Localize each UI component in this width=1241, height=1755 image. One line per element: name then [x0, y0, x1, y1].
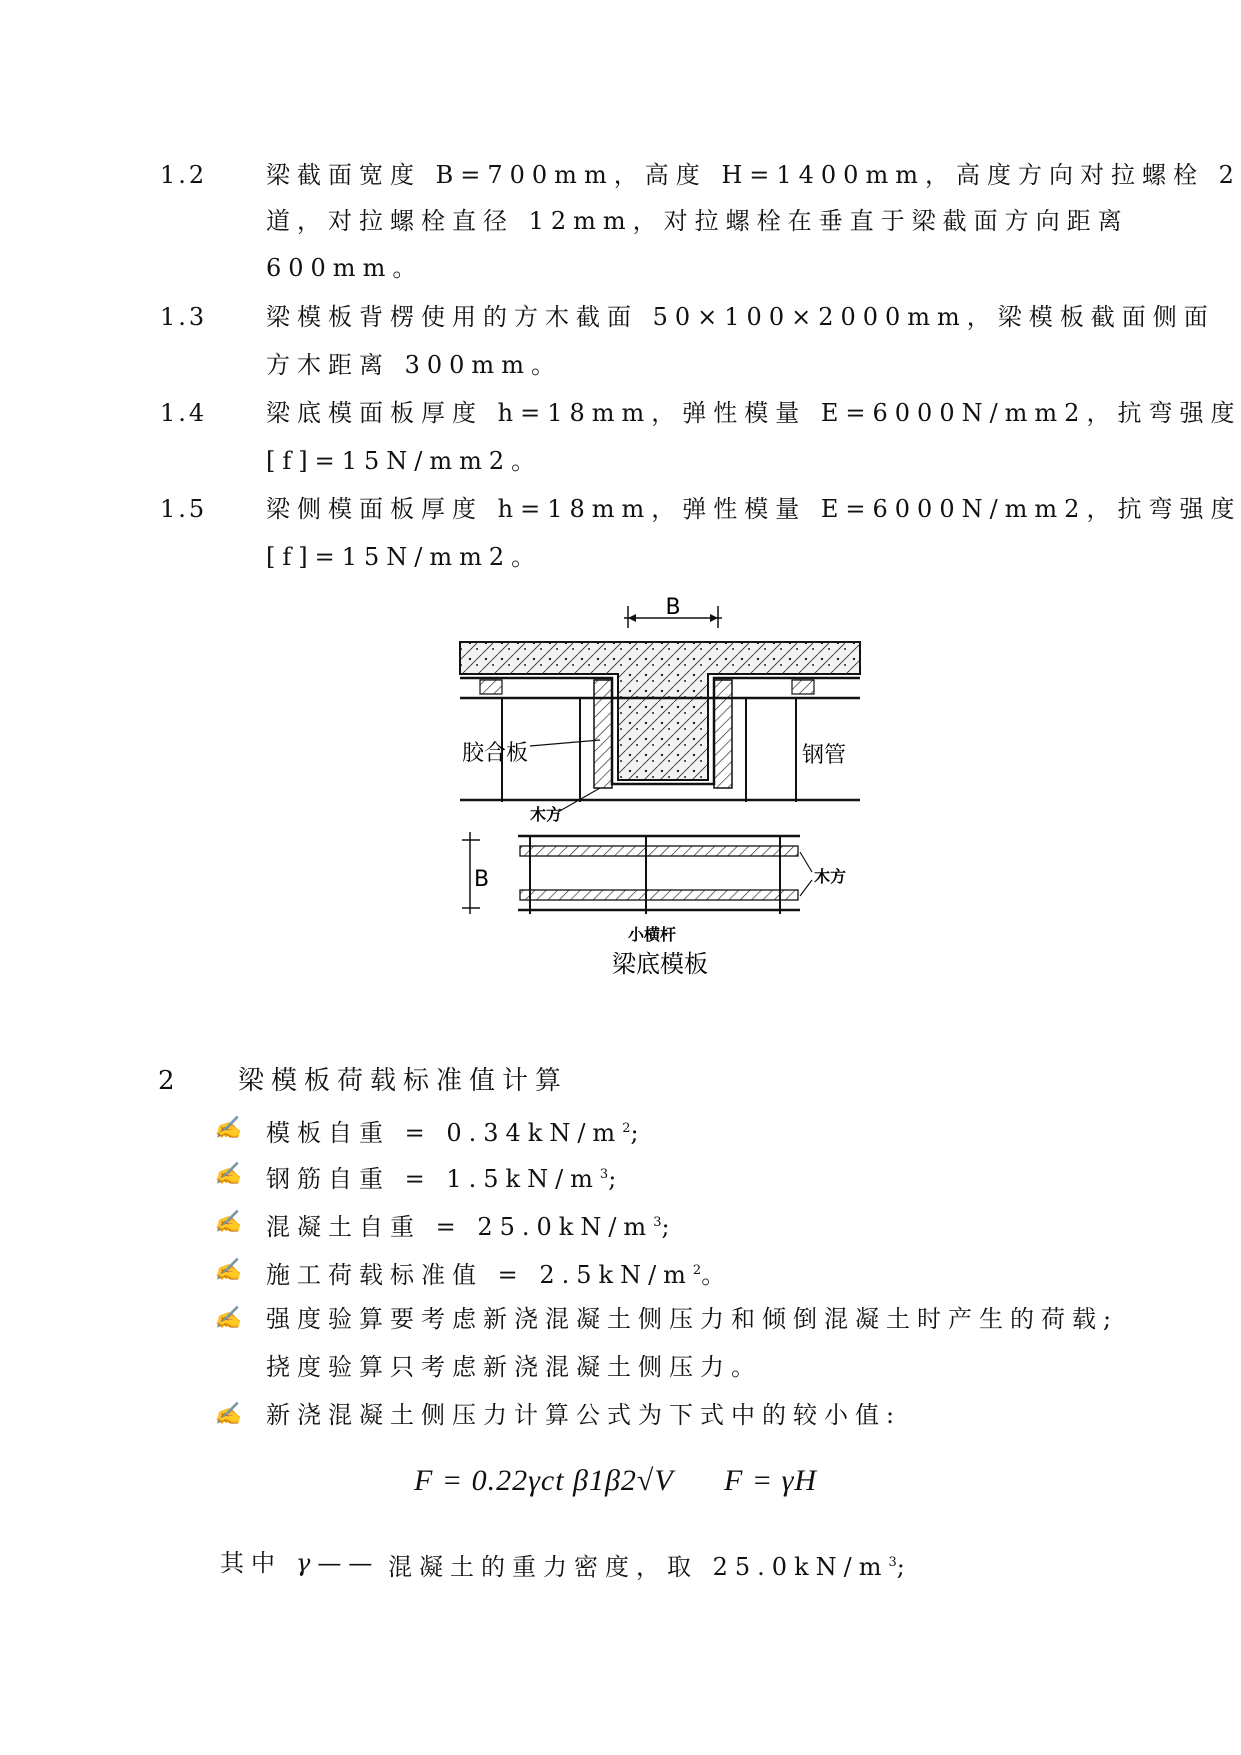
bullet-icon: ✍: [214, 1210, 242, 1235]
item-number: 1.5: [160, 495, 208, 523]
item-text-line: [f]=15N/mm2。: [266, 447, 543, 475]
slab-timber-left: [480, 680, 502, 694]
label-plywood: 胶合板: [462, 741, 529, 766]
section-2-number: 2: [158, 1066, 178, 1096]
bullet-icon: ✍: [214, 1306, 242, 1331]
where-symbol: γ——: [296, 1549, 380, 1577]
item-number: 1.2: [160, 161, 208, 189]
where-text: 混凝土的重力密度，取 $25.0kN/m^3$;: [388, 1553, 912, 1581]
load-item: 混凝土自重 = $25.0kN/m^3$;: [266, 1213, 677, 1241]
beam-formwork-diagram: [450, 590, 920, 1050]
where-prefix: 其中: [220, 1549, 282, 1577]
item-text-line: 梁底模面板厚度 h=18mm，弹性模量 E=6000N/mm2，抗弯强度: [266, 399, 1241, 427]
bullet-icon: ✍: [214, 1258, 242, 1283]
item-number: 1.3: [160, 303, 208, 331]
item-text-line: 梁侧模面板厚度 h=18mm，弹性模量 E=6000N/mm2，抗弯强度: [266, 495, 1241, 523]
formula-lateral-pressure: F = 0.22γct β1β2√V: [414, 1464, 674, 1497]
load-item: 模板自重 = $0.34kN/m^2$;: [266, 1119, 646, 1147]
dimension-b-top: [624, 595, 722, 628]
note-line: 强度验算要考虑新浇混凝土侧压力和倾倒混凝土时产生的荷载;: [266, 1305, 1119, 1333]
label-steel-pipe: 钢管: [802, 743, 847, 768]
bullet-icon: ✍: [214, 1116, 242, 1141]
label-b-side: B: [474, 867, 490, 892]
formula-hydrostatic: F = γH: [724, 1464, 818, 1497]
side-timber-left: [594, 680, 612, 788]
load-item: 钢筋自重 = $1.5kN/m^3$;: [266, 1165, 624, 1193]
figure-caption: 梁底模板: [612, 950, 708, 978]
label-b-top: B: [665, 595, 681, 620]
plan-view: [462, 832, 846, 978]
item-text-line: 600mm。: [266, 254, 424, 282]
label-timber-top: 木方: [530, 805, 563, 824]
formula-intro: 新浇混凝土侧压力计算公式为下式中的较小值:: [266, 1401, 902, 1429]
load-item: 施工荷载标准值 = $2.5kN/m^2$。: [266, 1261, 733, 1289]
item-text-line: 梁模板背楞使用的方木截面 50×100×2000mm，梁模板截面侧面: [266, 303, 1215, 331]
label-timber-right: 木方: [814, 867, 847, 886]
bullet-icon: ✍: [214, 1402, 242, 1427]
item-text-line: [f]=15N/mm2。: [266, 543, 543, 571]
label-crossbar: 小横杆: [628, 925, 677, 944]
item-text-line: 道，对拉螺栓直径 12mm，对拉螺栓在垂直于梁截面方向距离: [266, 207, 1129, 235]
note-line: 挠度验算只考虑新浇混凝土侧压力。: [266, 1353, 762, 1381]
side-timber-right: [714, 680, 732, 788]
item-text-line: 方木距离 300mm。: [266, 351, 562, 379]
section-2-title: 梁模板荷载标准值计算: [238, 1066, 569, 1096]
slab-timber-right: [792, 680, 814, 694]
item-text-line: 梁截面宽度 B=700mm，高度 H=1400mm，高度方向对拉螺栓 2: [266, 161, 1241, 189]
item-number: 1.4: [160, 399, 208, 427]
bullet-icon: ✍: [214, 1162, 242, 1187]
